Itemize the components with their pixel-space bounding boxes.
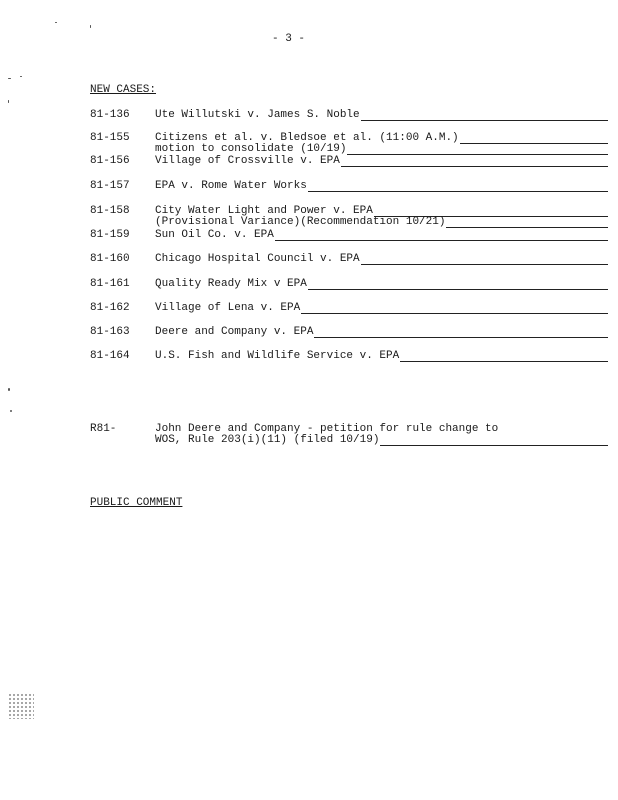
docket-number: 81-159 [90,229,130,241]
scan-speck [20,76,22,77]
fill-rule [380,436,608,446]
caption-line: (Provisional Variance)(Recommendation 10/21) [155,216,446,228]
scan-speck [8,78,11,79]
fill-rule [301,304,608,314]
scan-speck [8,388,10,391]
case-caption [155,351,608,362]
caption-line: Village of Crossville v. EPA [155,155,340,167]
docket-number: 81-160 [90,253,130,265]
case-caption [155,110,608,121]
scan-speck [10,410,12,412]
page-number: - 3 - [272,33,306,45]
caption-line: Quality Ready Mix v EPA [155,278,307,290]
fill-rule [361,255,608,265]
caption-line: Sun Oil Co. v. EPA [155,229,274,241]
fill-rule [308,182,608,192]
docket-number: 81-158 [90,205,130,217]
docket-number: 81-156 [90,155,130,167]
caption-line: U.S. Fish and Wildlife Service v. EPA [155,350,400,362]
docket-number: 81-157 [90,180,130,192]
scan-speck [8,100,9,103]
caption-line: Village of Lena v. EPA [155,302,301,314]
caption-line: WOS, Rule 203(i)(11) (filed 10/19) [155,434,380,446]
fill-rule [275,231,608,241]
docket-number: 81-155 [90,132,130,144]
case-caption [155,279,608,290]
caption-line: motion to consolidate (10/19) [155,143,347,155]
docket-number: R81- [90,423,117,435]
fill-rule [361,111,608,121]
case-caption [155,133,608,155]
case-caption [155,156,608,167]
docket-number: 81-161 [90,278,130,290]
scan-speck [55,22,57,23]
case-caption [155,181,608,192]
fill-rule [446,218,608,228]
public-comment-heading: PUBLIC COMMENT [90,497,183,509]
caption-line: Citizens et al. v. Bledsoe et al. (11:00 A.M.) [155,132,459,144]
case-caption [155,327,608,338]
case-caption [155,254,608,265]
caption-line: City Water Light and Power v. EPA [155,205,373,217]
scan-stamp-mark [8,693,34,719]
fill-rule [460,134,608,144]
case-caption [155,206,608,228]
fill-rule [341,157,608,167]
docket-number: 81-162 [90,302,130,314]
scan-speck [90,25,91,28]
docket-number: 81-136 [90,109,130,121]
fill-rule [314,328,608,338]
new-cases-heading: NEW CASES: [90,84,157,96]
caption-line: John Deere and Company - petition for rule change to [155,423,499,435]
docket-number: 81-163 [90,326,130,338]
caption-line: Chicago Hospital Council v. EPA [155,253,360,265]
case-caption [155,303,608,314]
fill-rule [347,145,608,155]
regulatory-caption [155,424,608,446]
caption-line: Deere and Company v. EPA [155,326,314,338]
fill-rule [308,280,608,290]
caption-line: Ute Willutski v. James S. Noble [155,109,360,121]
fill-rule [400,352,608,362]
caption-line: EPA v. Rome Water Works [155,180,307,192]
docket-number: 81-164 [90,350,130,362]
case-caption [155,230,608,241]
